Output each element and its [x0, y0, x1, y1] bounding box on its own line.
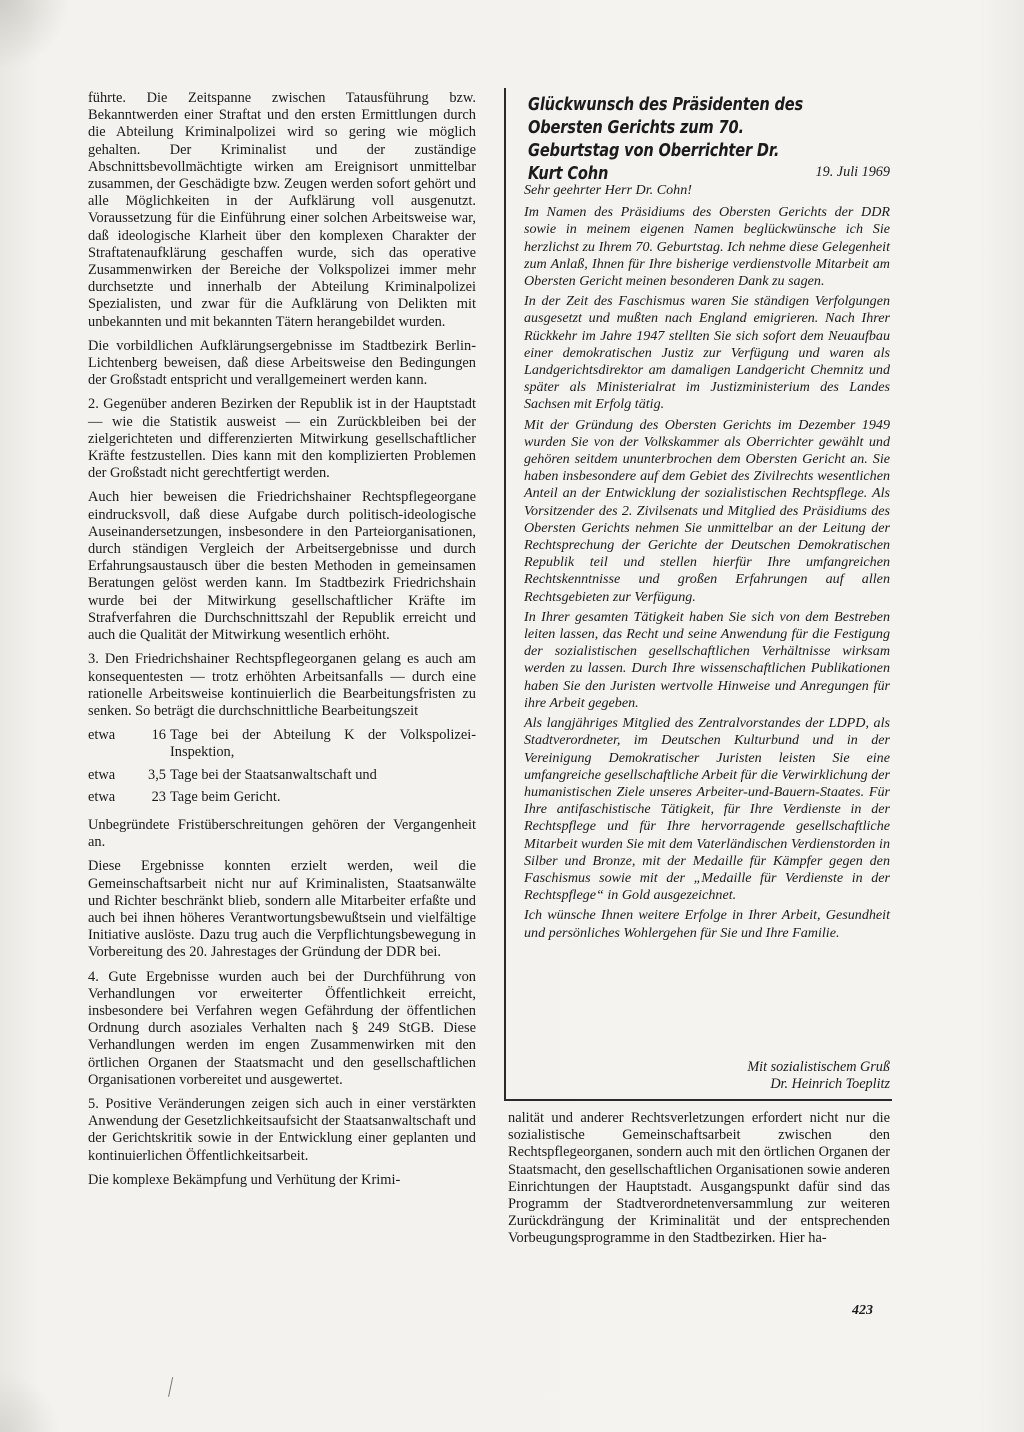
list-item-text: Tage bei der Abteilung K der Volkspolizei-Inspektion,	[170, 727, 476, 761]
right-column-continuation: nalität und anderer Rechtsverletzungen erfordert nicht nur die sozialistische Gemeinschaftsarbeit zwischen den Rechtspflegeorganen, sondern auch mit den örtlichen Organen der Staatsmacht, den gesellschaftlichen Organisationen sowie anderen Einrichtungen der Hauptstadt. Ausgangspunkt dafür sind das Programm der Stadtverordnetenversammlung zur weiteren Zurückdrängung der Kriminalität und der entsprechenden Vorbeugungsprogramme in den Stadtbezirken. Hier ha-	[508, 1110, 890, 1247]
paragraph: führte. Die Zeitspanne zwischen Tatausführung bzw. Bekanntwerden einer Straftat und den ersten Ermittlungen durch die Abteilung Kriminalpolizei wird so gering wie möglich gehalten. Der Kriminalist und der zuständige Abschnittsbevollmächtigte wirken am Ereignisort unmittelbar zusammen, der Geschädigte bzw. Zeugen werden sofort gehört und alle Möglichkeiten in der Aufklärung voll ausgenutzt. Voraussetzung für die Einführung einer solchen Arbeitsweise war, daß ideologische Klarheit über den komplexen Charakter der Straftatenaufklärung geschaffen wurde, sich das operative Zusammenwirken der Bereiche der Volkspolizei immer mehr durchsetzte und innerhalb der Abteilung Kriminalpolizei Spezialisten, und zwar für die Aufklärung von Delikten mit unbekannten und mit bekannten Tätern herangebildet wurden.	[88, 90, 476, 330]
letter-paragraph: Ich wünsche Ihnen weitere Erfolge in Ihrer Arbeit, Gesundheit und persönliches Wohlergehen für Sie und Ihre Familie.	[524, 907, 890, 941]
paragraph: 2. Gegenüber anderen Bezirken der Republik ist in der Hauptstadt — wie die Statistik ausweist — ein Zurückbleiben bei der zielgerichteten und differenzierten Mitwirkung gesellschaftlicher Kräfte festzustellen. Dies kann mit den komplizierten Problemen der Großstadt nicht gerechtfertigt werden.	[88, 396, 476, 482]
list-item-number: 3,5	[148, 766, 166, 783]
letter-body	[524, 182, 890, 945]
letter-closing: Mit sozialistischem Gruß	[747, 1059, 890, 1075]
page-corner-shadow	[0, 1372, 60, 1432]
paragraph: Die komplexe Bekämpfung und Verhütung der Krimi-	[88, 1171, 401, 1188]
list-item	[88, 789, 476, 811]
list-item-prefix: etwa	[88, 766, 116, 783]
list-item-number: 16	[151, 727, 166, 744]
paragraph: 4. Gute Ergebnisse wurden auch bei der Durchführung von Verhandlungen vor erweiterter Öffentlichkeit erreicht, insbesondere bei Verfahren wegen Gefährdung der öffentlichen Ordnung durch asoziales Verhalten nach § 249 StGB. Diese Verhandlungen werden im engen Zusammenwirken mit den örtlichen Organen der Staatsmacht und den gesellschaftlichen Organisationen vorbereitet und ausgewertet.	[88, 968, 476, 1088]
letter-paragraph: In der Zeit des Faschismus waren Sie ständigen Verfolgungen ausgesetzt und mußten nach England emigrieren. Nach Ihrer Rückkehr im Jahre 1947 stellten Sie sich sofort dem Neuaufbau einer demokratischen Justiz zur Verfügung und waren als Landgerichtsdirektor am damaligen Landgericht Chemnitz und später als Ministerialrat im Justizministerium des Landes Sachsen mit Erfolg tätig.	[524, 293, 890, 413]
paragraph: Unbegründete Fristüberschreitungen gehören der Vergangenheit an.	[88, 816, 476, 851]
page-corner-shadow	[0, 0, 70, 70]
paragraph: 3. Den Friedrichshainer Rechtspflegeorganen gelang es auch am konsequentesten — trotz erhöhten Arbeitsanfalls — durch eine rationelle Arbeitsweise kontinuierlich die Bearbeitungsfristen zu senken. So beträgt die durchschnittliche Bearbeitungszeit	[88, 651, 476, 719]
letter-paragraph: Als langjähriges Mitglied des Zentralvorstandes der LDPD, als Stadtverordneter, im Deutschen Kulturbund und in der Vereinigung Demokratischer Juristen leisten Sie eine umfangreiche gesellschaftliche Arbeit für die Verwirklichung der humanistischen Ziele unseres Arbeiter-und-Bauern-Staates. Für Ihre antifaschistische Tätigkeit, für Ihre Verdienste in der Rechtspflege und für Ihre hervorragende gesellschaftliche Mitarbeit wurden Sie mit dem Vaterländischen Verdienstorden in Silber und Bronze, mit der Medaille für Kämpfer gegen den Faschismus sowie mit der „Medaille für Verdienste in der Rechtspflege“ in Gold ausgezeichnet.	[524, 715, 890, 904]
letter-signature: Dr. Heinrich Toeplitz	[770, 1076, 890, 1093]
processing-time-list	[88, 727, 476, 811]
list-item-prefix: etwa	[88, 788, 116, 805]
letter-headline: Glückwunsch des Präsidenten des Obersten Gerichts zum 70. Geburtstag von Oberrichter Dr. Kurt Cohn	[528, 95, 804, 184]
page-number: 423	[852, 1303, 873, 1318]
letter-greeting: Sehr geehrter Herr Dr. Cohn!	[524, 182, 692, 198]
list-item-text: Tage beim Gericht.	[170, 788, 281, 805]
paragraph: Diese Ergebnisse konnten erzielt werden, weil die Gemeinschaftsarbeit nicht nur auf Kriminalisten, Staatsanwälte und Richter beschränkt blieb, sondern alle Mitarbeiter erfaßte und auch bei ihnen höheres Verantwortungsbewußtsein und vielfältige Initiative auslöste. Dazu trug auch die Verpflichtungsbewegung in Vorbereitung des 20. Jahrestages der Gründung der DDR bei.	[88, 858, 476, 961]
left-column	[88, 90, 476, 1196]
letter-paragraph: Im Namen des Präsidiums des Obersten Gerichts der DDR sowie in meinem eigenen Namen beglückwünsche ich Sie herzlichst zu Ihrem 70. Geburtstag. Ich nehme diese Gelegenheit zum Anlaß, Ihnen für Ihre bisherige verdienstvolle Mitarbeit am Obersten Gericht meinen besonderen Dank zu sagen.	[524, 204, 890, 290]
letter-paragraph: In Ihrer gesamten Tätigkeit haben Sie sich von dem Bestreben leiten lassen, das Recht und seine Anwendung für die Festigung der sozialistischen gesellschaftlichen Verhältnisse wirksam werden zu lassen. Durch Ihre wissenschaftlichen Publikationen haben Sie den Juristen wertvolle Hinweise und Anregungen für ihre Arbeit gegeben.	[524, 608, 890, 711]
list-item-text: Tage bei der Staatsanwaltschaft und	[170, 766, 377, 783]
letter-paragraph: Mit der Gründung des Obersten Gerichts im Dezember 1949 wurden Sie von der Volkskammer als Oberrichter gewählt und gehören seitdem ununterbrochen dem Obersten Gericht an. Sie haben insbesondere auf dem Gebiet des Zivilrechts wesentlichen Anteil an der Entwicklung der sozialistischen Rechtspflege. Als Vorsitzender des 2. Zivilsenats und Mitglied des Präsidiums des Obersten Gerichts nehmen Sie unmittelbar an der Leitung der Rechtsprechung der Gerichte der Deutschen Demokratischen Republik teil und stellen hierfür Ihre umfangreichen Rechtskenntnisse und großen Erfahrungen auf allen Rechtsgebieten zur Verfügung.	[524, 416, 890, 605]
pencil-mark	[168, 1377, 183, 1399]
list-item-number: 23	[151, 788, 166, 805]
letter-signature-block	[660, 1059, 890, 1093]
paragraph: Auch hier beweisen die Friedrichshainer Rechtspflegeorgane eindrucksvoll, daß diese Aufgabe durch politisch-ideologische Auseinandersetzungen, insbesondere in den Parteiorganisationen, durch ständigen Vergleich der Arbeitsergebnisse und durch Erfahrungsaustausch über die besten Methoden in gemeinsamen Beratungen gelöst werden kann. Im Stadtbezirk Friedrichshain wurde bei der Mitwirkung gesellschaftlicher Kräfte im Strafverfahren die Durchschnittszahl der Republik erreicht und auch die Qualität der Mitwirkung wesentlich erhöht.	[88, 489, 476, 644]
list-item	[88, 767, 476, 789]
paragraph: Die vorbildlichen Aufklärungsergebnisse im Stadtbezirk Berlin-Lichtenberg beweisen, daß diese Arbeitsweise den Bedingungen der Großstadt entspricht und verallgemeinert werden kann.	[88, 337, 476, 389]
letter-date: 19. Juli 1969	[815, 164, 890, 180]
list-item-prefix: etwa	[88, 727, 116, 744]
paragraph: 5. Positive Veränderungen zeigen sich auch in einer verstärkten Anwendung der Gesetzlichkeitsaufsicht der Staatsanwaltschaft und der Gerichtskritik sowie in der Entwicklung einer geplanten und kontinuierlichen Öffentlichkeitsarbeit.	[88, 1095, 476, 1164]
list-item	[88, 727, 476, 766]
